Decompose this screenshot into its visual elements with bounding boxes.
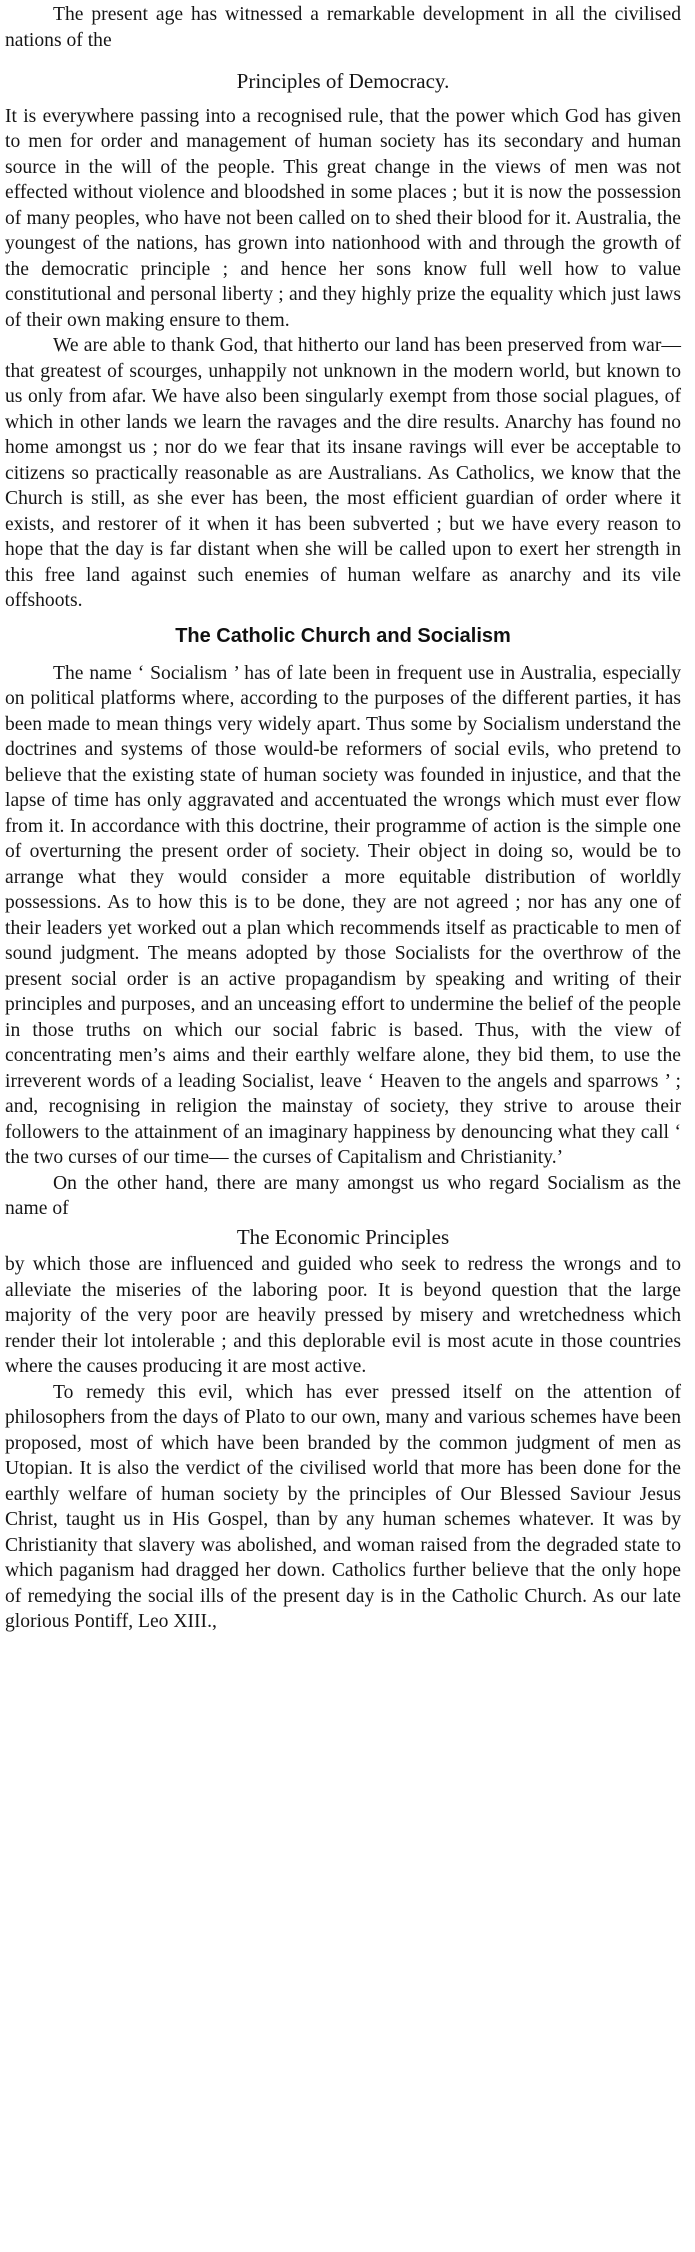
- subheading-economic-principles: The Economic Principles: [236, 1224, 450, 1249]
- paragraph-peace: We are able to thank God, that hitherto our land has been preserved from war—that greatest of scourges, unhappily not unknown in the modern world, but known to us only from afar. We have also been singularly exempt from those social plagues, of which in other lands we learn the ravages and the dire results. Anarchy has found no home amongst us ; nor do we fear that its insane ravings will ever be acceptable to citizens so practically reasonable as are Australians. As Catholics, we know that the Church is still, as she ever has been, the most efficient guardian of order where it exists, and restorer of it when it has been subverted ; but we have every reason to hope that the day is far distant when she will be called upon to exert her strength in this free land against such enemies of human welfare as anarchy and its vile offshoots.: [5, 335, 681, 611]
- paragraph-economic: by which those are influenced and guided who seek to redress the wrongs and to alleviate the miseries of the laboring poor. It is beyond question that the large majority of the very poor are heavily pressed by misery and wretchedness which render their lot intolerable ; and this deplorable evil is most acute in those countries where the causes producing it are most active.: [5, 1254, 681, 1377]
- paragraph-democracy: It is everywhere passing into a recognised rule, that the power which God has given to men for order and management of human society has its secondary and human source in the will of the people. This great change in the views of men was not effected without violence and bloodshed in some places ; but it is now the possession of many peoples, who have not been called on to shed their blood for it. Australia, the youngest of the nations, has grown into nationhood with and through the growth of the democratic principle ; and hence her sons know full well how to value constitutional and personal liberty ; and they highly prize the equality which just laws of their own making ensure to them.: [5, 105, 681, 331]
- section-title: The Catholic Church and Socialism: [175, 624, 511, 647]
- paragraph-remedy: To remedy this evil, which has ever pressed itself on the attention of philosophers from the days of Plato to our own, many and various schemes have been proposed, most of which have been branded by the common judgment of men as Utopian. It is also the verdict of the civilised world that more has been done for the earthly welfare of human society by the principles of Our Blessed Saviour Jesus Christ, taught us in His Gospel, than by any human schemes whatever. It was by Christianity that slavery was abolished, and woman raised from the degraded state to which paganism had dragged her down. Catholics further believe that the only hope of remedying the social ills of the present day is in the Catholic Church. As our late glorious Pontiff, Leo XIII.,: [5, 1381, 681, 1632]
- opening-paragraph: The present age has witnessed a remarkable development in all the civilised nations of the: [5, 4, 681, 51]
- subheading-principles-of-democracy: Principles of Democracy.: [236, 69, 450, 93]
- paragraph-other-hand: On the other hand, there are many amongst us who regard Socialism as the name of: [5, 1172, 681, 1219]
- paragraph-socialism: The name ‘ Socialism ’ has of late been in frequent use in Australia, especially on political platforms where, according to the purposes of the different parties, it has been made to mean things very widely apart. Thus some by Socialism understand the doctrines and systems of those would-be reformers of social evils, who pretend to believe that the existing state of human society was founded in injustice, and that the lapse of time has only aggravated and accentuated the wrongs which must ever flow from it. In accordance with this doctrine, their programme of action is the simple one of overturning the present order of society. Their object in doing so, would be to arrange what they would consider a more equitable distribution of worldly possessions. As to how this is to be done, they are not agreed ; nor has any one of their leaders yet worked out a plan which recommends itself as practicable to men of sound judgment. The means adopted by those Socialists for the overthrow of the present social order is an active propagandism by speaking and writing of their principles and purposes, and an unceasing effort to undermine the belief of the people in those truths on which our social fabric is based. Thus, with the view of concentrating men’s aims and their earthly welfare alone, they bid them, to use the irreverent words of a leading Socialist, leave ‘ Heaven to the angels and sparrows ’ ; and, recognising in religion the mainstay of society, they strive to arouse their followers to the attainment of an imaginary happiness by denouncing what they call ‘ the two curses of our time— the curses of Capitalism and Christianity.’: [5, 662, 681, 1168]
